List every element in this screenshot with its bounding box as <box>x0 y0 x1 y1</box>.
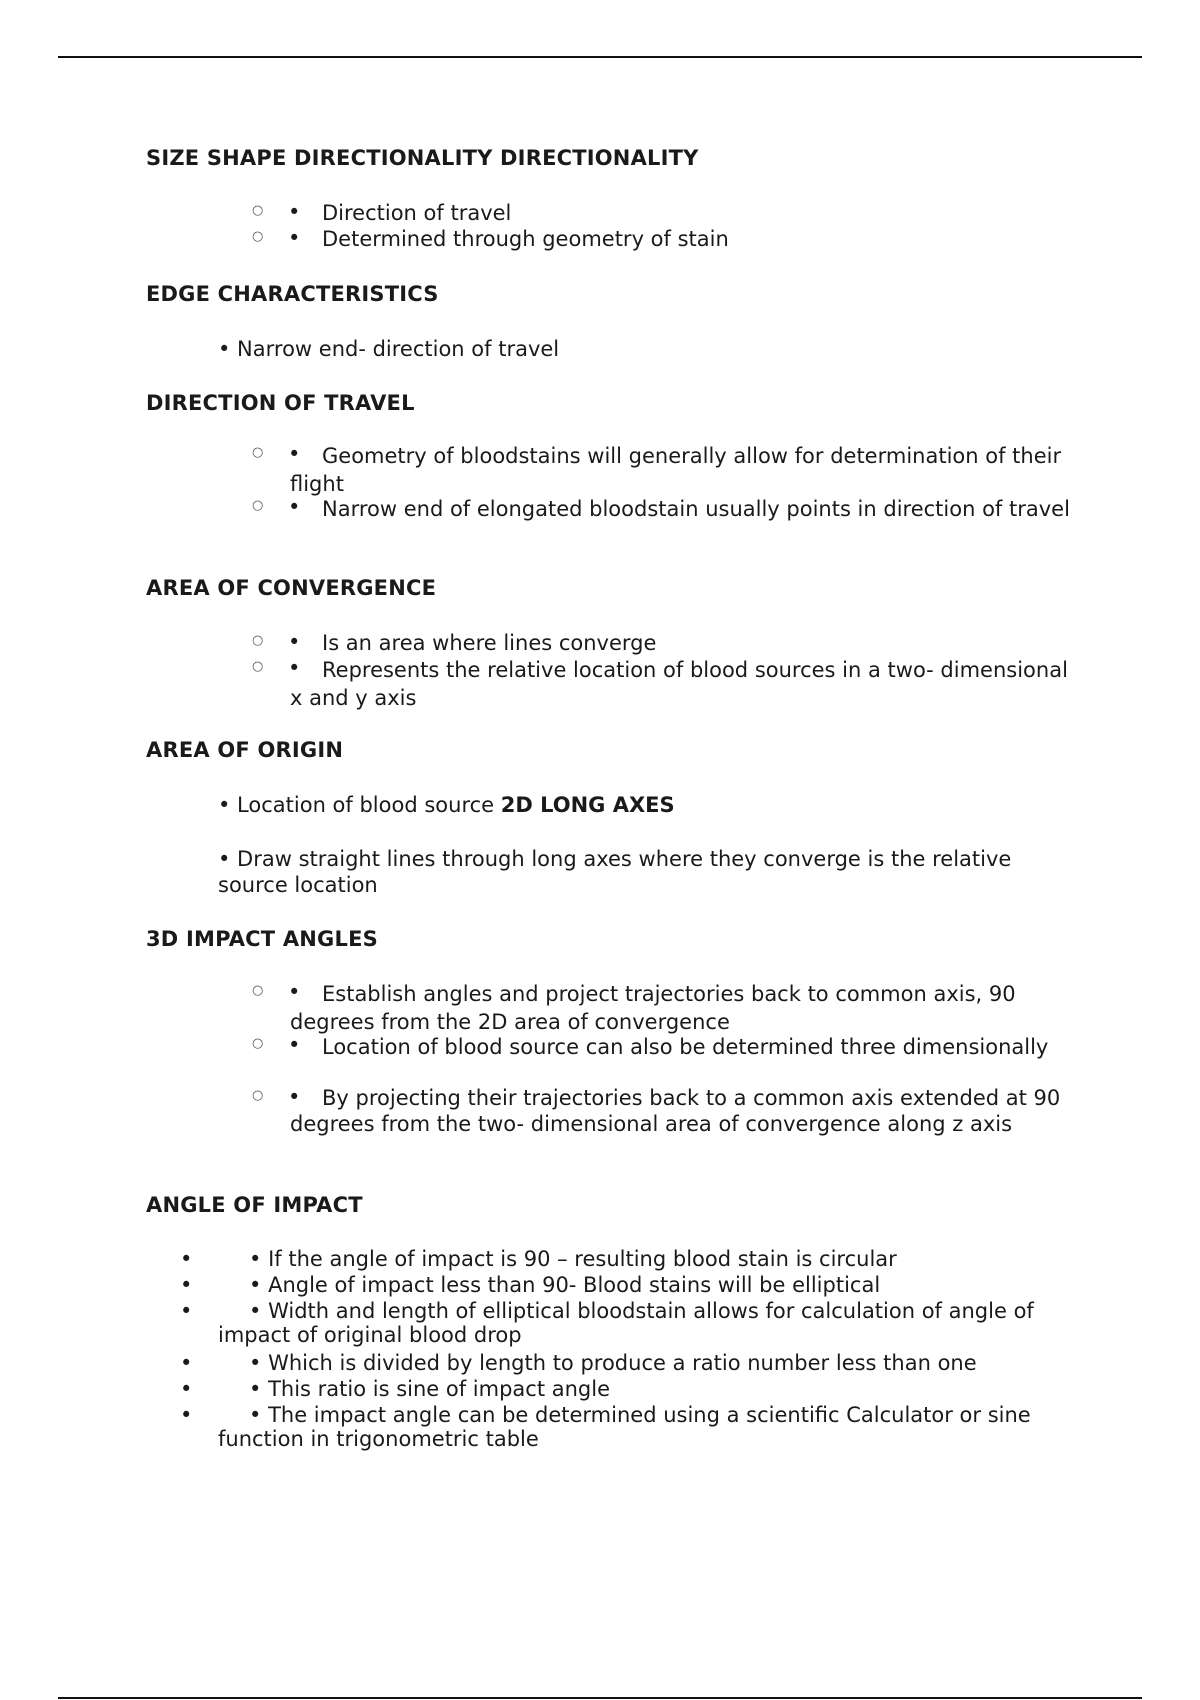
dot-bullet-icon: • <box>288 980 301 1004</box>
list-item-label: Width and length of elliptical bloodstain allows for calculation of angle of impact of original blood drop <box>218 1299 1034 1347</box>
heading-direction: DIRECTION OF TRAVEL <box>146 391 415 415</box>
list-item <box>180 1247 1080 1271</box>
inner-bullet-icon: • <box>249 1377 262 1401</box>
heading-angle: ANGLE OF IMPACT <box>146 1193 363 1217</box>
list-item-text: Represents the relative location of blood sources in a two- dimensional x and y axis <box>290 658 1068 710</box>
paragraph-origin-1 <box>218 792 1078 818</box>
inner-bullet-icon: • <box>249 1403 262 1427</box>
heading-origin: AREA OF ORIGIN <box>146 738 344 762</box>
outer-bullet-icon: • <box>180 1403 193 1427</box>
origin-item-bold: 2D LONG AXES <box>500 793 675 817</box>
list-item <box>252 980 1082 1036</box>
circle-bullet-icon: ○ <box>252 229 264 244</box>
list-item-text <box>218 1403 1080 1451</box>
list-item <box>252 656 1082 712</box>
dot-bullet-icon: • <box>288 1033 301 1057</box>
inner-bullet-icon: • <box>249 1299 262 1323</box>
dot-bullet-icon: • <box>288 1085 301 1109</box>
circle-bullet-icon: ○ <box>252 445 264 460</box>
list-item-text: Determined through geometry of stain <box>322 227 729 251</box>
list-item <box>180 1273 1080 1297</box>
list-item <box>252 1085 1082 1137</box>
list-item-text <box>218 1273 1080 1297</box>
circle-bullet-icon: ○ <box>252 203 264 218</box>
list-item-text: Establish angles and project trajectories back to common axis, 90 degrees from the 2D area of convergence <box>290 982 1016 1034</box>
origin-item-text: • Location of blood source <box>218 793 501 817</box>
outer-bullet-icon: • <box>180 1377 193 1401</box>
list-item <box>252 630 1082 656</box>
list-item <box>252 442 1082 498</box>
list-item-label: If the angle of impact is 90 – resulting blood stain is circular <box>268 1247 897 1271</box>
heading-size-shape: SIZE SHAPE DIRECTIONALITY DIRECTIONALITY <box>146 146 699 170</box>
outer-bullet-icon: • <box>180 1351 193 1375</box>
paragraph-origin-2: • Draw straight lines through long axes where they converge is the relative source location <box>218 847 1012 897</box>
dot-bullet-icon: • <box>288 630 301 654</box>
list-item <box>252 226 1082 252</box>
list-item-text: By projecting their trajectories back to a common axis extended at 90 degrees from the two- dimensional area of convergence along z axis <box>290 1086 1061 1136</box>
list-item-text <box>218 1299 1080 1347</box>
bottom-rule <box>58 1697 1142 1699</box>
list-item <box>180 1377 1080 1401</box>
dot-bullet-icon: • <box>288 442 301 466</box>
list-item <box>252 200 1082 226</box>
heading-impact3d: 3D IMPACT ANGLES <box>146 927 378 951</box>
heading-edge: EDGE CHARACTERISTICS <box>146 282 439 306</box>
circle-bullet-icon: ○ <box>252 1088 264 1103</box>
list-item-text <box>218 1247 1080 1271</box>
outer-bullet-icon: • <box>180 1273 193 1297</box>
outer-bullet-icon: • <box>180 1247 193 1271</box>
list-item-text: Narrow end of elongated bloodstain usually points in direction of travel <box>322 497 1070 521</box>
list-item-label: This ratio is sine of impact angle <box>268 1377 611 1401</box>
list-item-text <box>218 1351 1080 1375</box>
dot-bullet-icon: • <box>288 495 301 519</box>
list-item-text: Location of blood source can also be determined three dimensionally <box>322 1035 1049 1059</box>
list-item-text: Direction of travel <box>322 201 512 225</box>
list-item-label: Which is divided by length to produce a ratio number less than one <box>268 1351 977 1375</box>
dot-bullet-icon: • <box>288 656 301 680</box>
list-item-text: Geometry of bloodstains will generally allow for determination of their flight <box>290 444 1062 496</box>
inner-bullet-icon: • <box>249 1351 262 1375</box>
list-item <box>180 1351 1080 1375</box>
list-item-text: Is an area where lines converge <box>322 631 657 655</box>
list-item <box>252 495 1082 523</box>
circle-bullet-icon: ○ <box>252 659 264 674</box>
dot-bullet-icon: • <box>288 200 301 224</box>
list-item <box>252 1033 1082 1061</box>
list-item-label: The impact angle can be determined using a scientific Calculator or sine function in trigonometric table <box>218 1403 1031 1451</box>
outer-bullet-icon: • <box>180 1299 193 1323</box>
circle-bullet-icon: ○ <box>252 498 264 513</box>
top-rule <box>58 56 1142 58</box>
circle-bullet-icon: ○ <box>252 633 264 648</box>
circle-bullet-icon: ○ <box>252 1036 264 1051</box>
heading-convergence: AREA OF CONVERGENCE <box>146 576 437 600</box>
circle-bullet-icon: ○ <box>252 983 264 998</box>
list-item <box>180 1403 1080 1451</box>
list-item-text <box>218 1377 1080 1401</box>
dot-bullet-icon: • <box>288 226 301 250</box>
inner-bullet-icon: • <box>249 1273 262 1297</box>
list-item <box>180 1299 1080 1347</box>
list-item-label: Angle of impact less than 90- Blood stains will be elliptical <box>268 1273 881 1297</box>
inner-bullet-icon: • <box>249 1247 262 1271</box>
paragraph-edge: • Narrow end- direction of travel <box>218 337 560 361</box>
